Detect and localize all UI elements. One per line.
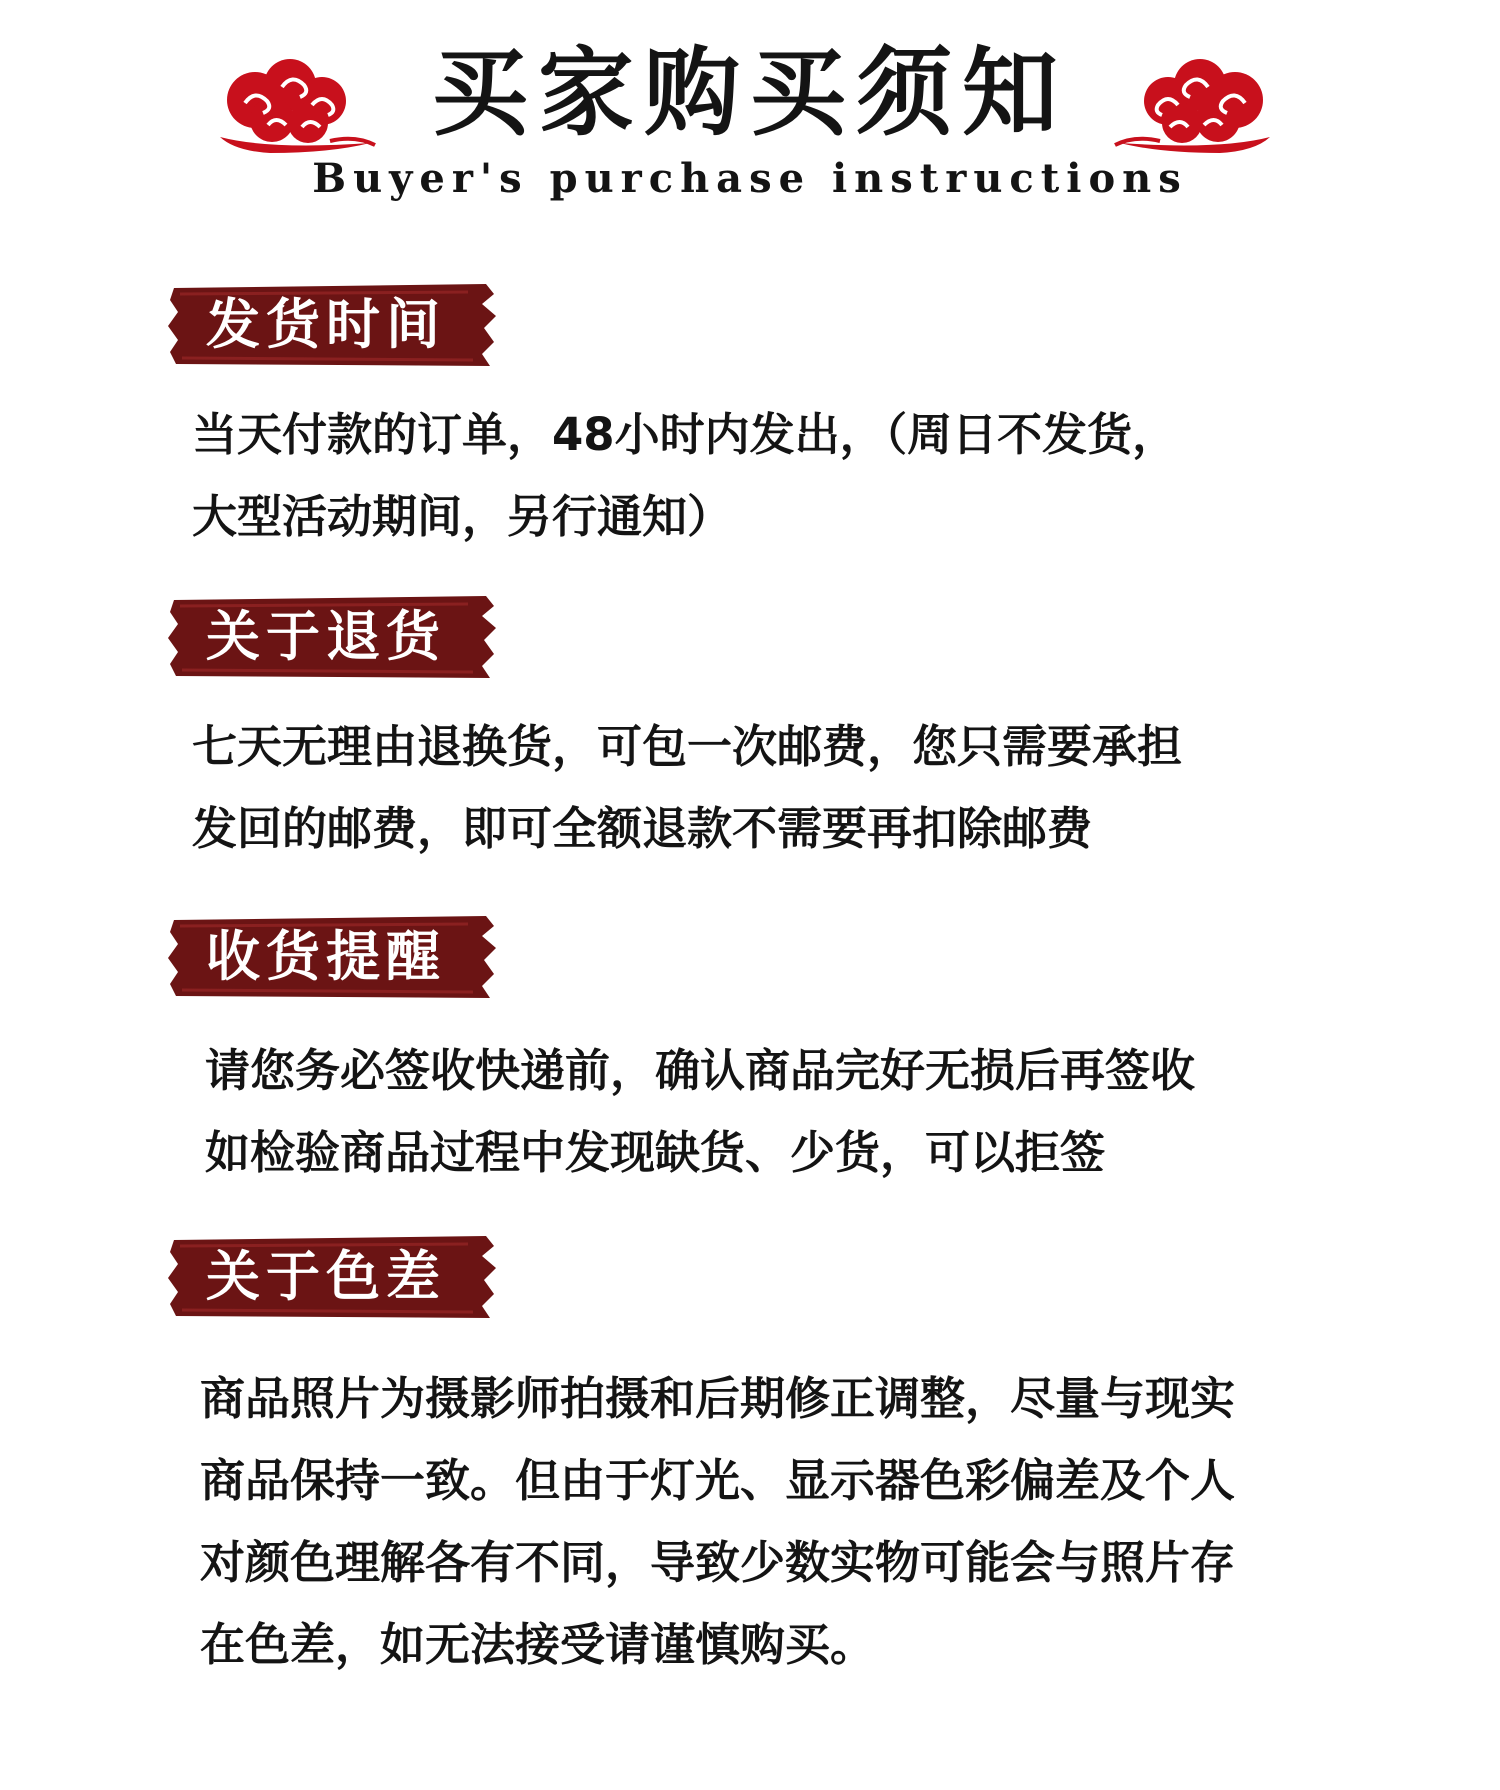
section-text-line: 商品照片为摄影师拍摄和后期修正调整，尽量与现实 <box>200 1372 1236 1425</box>
section-text-line: 如检验商品过程中发现缺货、少货，可以拒签 <box>205 1126 1106 1179</box>
section-banner <box>168 1232 498 1320</box>
section-text-line: 商品保持一致。但由于灯光、显示器色彩偏差及个人 <box>200 1454 1236 1507</box>
section-text-line: 请您务必签收快递前，确认商品完好无损后再签收 <box>205 1044 1196 1097</box>
page-title: 买家购买须知 <box>432 36 1068 149</box>
section-text-line: 对颜色理解各有不同，导致少数实物可能会与照片存 <box>200 1536 1236 1589</box>
page-header <box>0 0 1500 220</box>
page-subtitle: Buyer's purchase instructions <box>312 155 1188 202</box>
section-text-line: 发回的邮费，即可全额退款不需要再扣除邮费 <box>192 802 1093 855</box>
section-heading: 关于色差 <box>206 1244 446 1308</box>
section-text-line: 大型活动期间，另行通知） <box>192 490 733 543</box>
section-text-line: 当天付款的订单，48小时内发出，（周日不发货， <box>192 408 1178 461</box>
section-heading: 发货时间 <box>206 292 446 356</box>
auspicious-cloud-icon <box>1110 45 1280 155</box>
section-text-line: 七天无理由退换货，可包一次邮费，您只需要承担 <box>192 720 1183 773</box>
section-banner <box>168 592 498 680</box>
section-heading: 关于退货 <box>206 604 446 668</box>
section-text-line: 在色差，如无法接受请谨慎购买。 <box>200 1618 876 1671</box>
section-heading: 收货提醒 <box>206 924 446 988</box>
section-banner <box>168 280 498 368</box>
section-banner <box>168 912 498 1000</box>
